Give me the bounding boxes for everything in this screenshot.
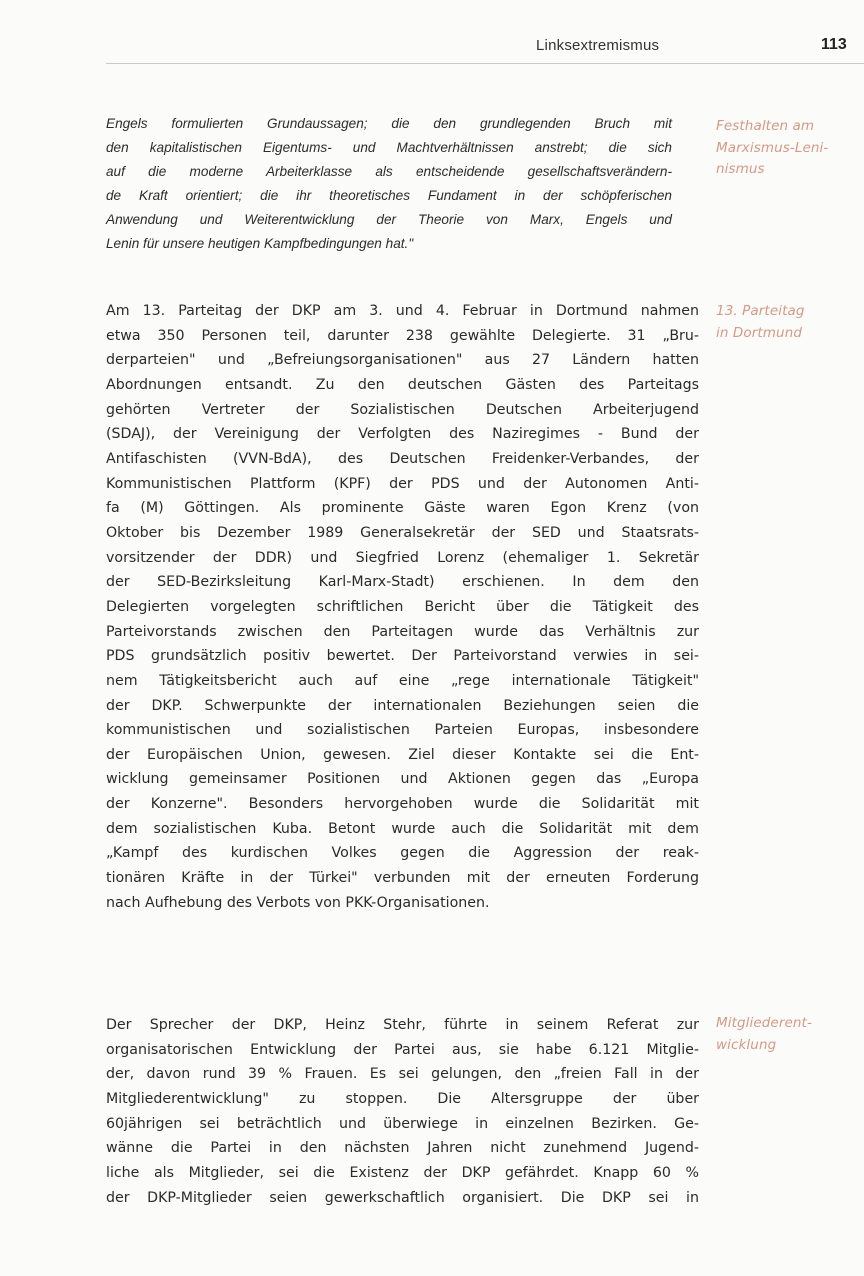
margin-note-line: Mitgliederent-	[716, 1015, 812, 1031]
text-line: Am 13. Parteitag der DKP am 3. und 4. Februar in Dortmund nahmen	[106, 303, 699, 319]
text-line: der DKP-Mitglieder seien gewerkschaftlich organisiert. Die DKP sei in	[106, 1189, 699, 1206]
margin-note-line: nismus	[716, 161, 765, 177]
text-line: der Europäischen Union, gewesen. Ziel dieser Kontakte sei die Ent-	[106, 746, 699, 763]
text-line: Kommunistischen Plattform (KPF) der PDS und der Autonomen Anti-	[106, 475, 699, 492]
header-divider	[106, 63, 864, 64]
quote-block	[106, 112, 672, 257]
text-line: gehörten Vertreter der Sozialistischen Deutschen Arbeiterjugend	[106, 401, 699, 418]
page-number: 113	[821, 36, 847, 53]
margin-note-line: Marxismus-Leni-	[716, 139, 829, 156]
text-line: der, davon rund 39 % Frauen. Es sei gelungen, den „freien Fall in der	[106, 1066, 699, 1083]
text-line: Oktober bis Dezember 1989 Generalsekretär der SED und Staatsrats-	[106, 524, 699, 541]
text-line: fa (M) Göttingen. Als prominente Gäste waren Egon Krenz (von	[106, 500, 699, 517]
text-line: der Konzerne". Besonders hervorgehoben wurde die Solidarität mit	[106, 796, 699, 813]
text-line: Der Sprecher der DKP, Heinz Stehr, führte in seinem Referat zur	[106, 1017, 699, 1033]
quote-line: de Kraft orientiert; die ihr theoretisches Fundament in der schöpferischen	[106, 188, 672, 204]
text-line: 60jährigen sei beträchtlich und überwiege in einzelnen Bezirken. Ge-	[106, 1115, 699, 1132]
quote-line: Lenin für unsere heutigen Kampfbedingungen hat."	[106, 236, 414, 252]
text-line: Parteivorstands zwischen den Parteitagen wurde das Verhältnis zur	[106, 623, 699, 640]
paragraph-parteitag	[106, 299, 699, 915]
text-line: der SED-Bezirksleitung Karl-Marx-Stadt) erschienen. In dem den	[106, 574, 699, 591]
text-line: wicklung gemeinsamer Positionen und Aktionen gegen das „Europa	[106, 771, 699, 788]
margin-note-line: Festhalten am	[716, 118, 815, 134]
margin-note-line: wicklung	[716, 1036, 777, 1053]
text-line: (SDAJ), der Vereinigung der Verfolgten des Naziregimes - Bund der	[106, 426, 699, 443]
text-line: etwa 350 Personen teil, darunter 238 gewählte Delegierte. 31 „Bru-	[106, 327, 699, 344]
text-line: organisatorischen Entwicklung der Partei aus, sie habe 6.121 Mitglie-	[106, 1041, 699, 1058]
margin-note-parteitag	[716, 301, 864, 344]
margin-note-mitgliederentwicklung	[716, 1013, 864, 1056]
text-line: kommunistischen und sozialistischen Parteien Europas, insbesondere	[106, 722, 699, 739]
text-line: nach Aufhebung des Verbots von PKK-Organisationen.	[106, 894, 490, 911]
text-line: der DKP. Schwerpunkte der internationalen Beziehungen seien die	[106, 697, 699, 714]
text-line: derparteien" und „Befreiungsorganisationen" aus 27 Ländern hatten	[106, 352, 699, 369]
text-line: wänne die Partei in den nächsten Jahren nicht zunehmend Jugend-	[106, 1140, 699, 1157]
margin-note-line: 13. Parteitag	[716, 303, 805, 319]
text-line: liche als Mitglieder, sei die Existenz der DKP gefährdet. Knapp 60 %	[106, 1164, 699, 1181]
text-line: nem Tätigkeitsbericht auch auf eine „rege internationale Tätigkeit"	[106, 672, 699, 689]
text-line: PDS grundsätzlich positiv bewertet. Der Parteivorstand verwies in sei-	[106, 648, 699, 665]
text-line: Antifaschisten (VVN-BdA), des Deutschen Freidenker-Verbandes, der	[106, 450, 699, 467]
paragraph-mitglieder	[106, 1013, 699, 1210]
quote-line: den kapitalistischen Eigentums- und Machtverhältnissen anstrebt; die sich	[106, 140, 672, 156]
text-line: Abordnungen entsandt. Zu den deutschen Gästen des Parteitags	[106, 376, 699, 393]
text-line: Delegierten vorgelegten schriftlichen Bericht über die Tätigkeit des	[106, 598, 699, 615]
text-line: „Kampf des kurdischen Volkes gegen die Aggression der reak-	[106, 845, 699, 862]
margin-note-marxismus	[716, 116, 864, 181]
quote-line: Anwendung und Weiterentwicklung der Theorie von Marx, Engels und	[106, 212, 672, 228]
text-line: vorsitzender der DDR) und Siegfried Lorenz (ehemaliger 1. Sekretär	[106, 549, 699, 566]
running-header-title: Linksextremismus	[536, 37, 660, 54]
margin-note-line: in Dortmund	[716, 324, 803, 341]
text-line: dem sozialistischen Kuba. Betont wurde auch die Solidarität mit dem	[106, 820, 699, 837]
text-line: Mitgliederentwicklung" zu stoppen. Die Altersgruppe der über	[106, 1090, 699, 1107]
text-line: tionären Kräfte in der Türkei" verbunden mit der erneuten Forderung	[106, 870, 699, 887]
quote-line: Engels formulierten Grundaussagen; die den grundlegenden Bruch mit	[106, 116, 672, 131]
quote-line: auf die moderne Arbeiterklasse als entscheidende gesellschaftsverändern-	[106, 164, 672, 180]
